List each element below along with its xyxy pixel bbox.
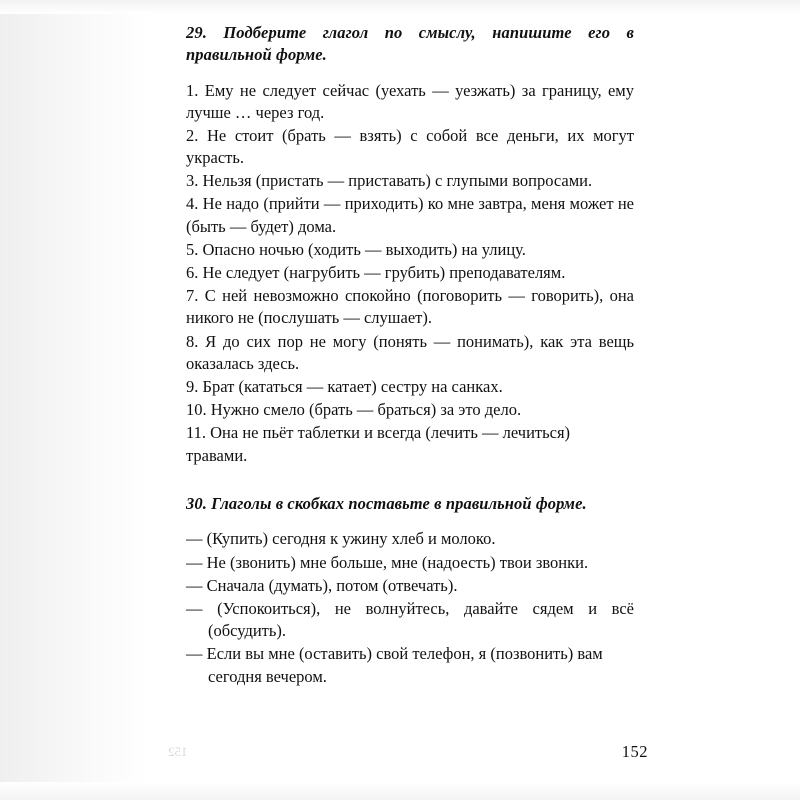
list-item: 11. Она не пьёт таблетки и всегда (лечить — лечиться) травами. [186, 423, 571, 465]
list-item: — Сначала (думать), потом (отвечать). [186, 575, 458, 595]
list-item: 10. Нужно смело (брать — браться) за это дело. [186, 400, 522, 420]
list-item: 9. Брат (кататься — катает) сестру на санках. [186, 376, 503, 396]
list-item: 1. Ему не следует сейчас (уехать — уезжать) за границу, ему лучше … через год. [186, 80, 634, 122]
page-top-shading [0, 0, 800, 14]
page-number: 152 [621, 742, 648, 761]
exercise-29-items [186, 80, 634, 467]
list-item: 8. Я до сих пор не могу (понять — понимать), как эта вещь оказалась здесь. [186, 331, 634, 373]
page-gutter-shading [0, 0, 150, 800]
list-item: — (Купить) сегодня к ужину хлеб и молоко. [186, 529, 496, 549]
list-item: 5. Опасно ночью (ходить — выходить) на улицу. [186, 239, 526, 259]
exercise-30-heading: 30. Глаголы в скобках поставьте в правильной форме. [186, 493, 587, 513]
list-item: — Не (звонить) мне больше, мне (надоесть) твои звонки. [186, 552, 589, 572]
show-through-artifact: 152 [168, 744, 188, 759]
list-item: — Если вы мне (оставить) свой телефон, я (позвонить) вам сегодня вечером. [186, 644, 603, 686]
exercise-29-heading: 29. Подберите глагол по смыслу, напишите его в правильной форме. [186, 23, 634, 64]
list-item: 4. Не надо (прийти — приходить) ко мне завтра, меня может не (быть — будет) дома. [186, 194, 634, 236]
list-item: — (Успокоиться), не волнуйтесь, давайте сядем и всё (обсудить). [186, 599, 634, 641]
exercise-30-items [186, 528, 634, 687]
list-item: 3. Нельзя (пристать — приставать) с глупыми вопросами. [186, 171, 593, 191]
list-item: 6. Не следует (нагрубить — грубить) преподавателям. [186, 263, 566, 283]
list-item: 7. С ней невозможно спокойно (поговорить — говорить), она никого не (послушать — слушает). [186, 286, 634, 328]
page-content [186, 22, 634, 689]
list-item: 2. Не стоит (брать — взять) с собой все деньги, их могут украсть. [186, 125, 634, 168]
page-bottom-shading [0, 782, 800, 800]
